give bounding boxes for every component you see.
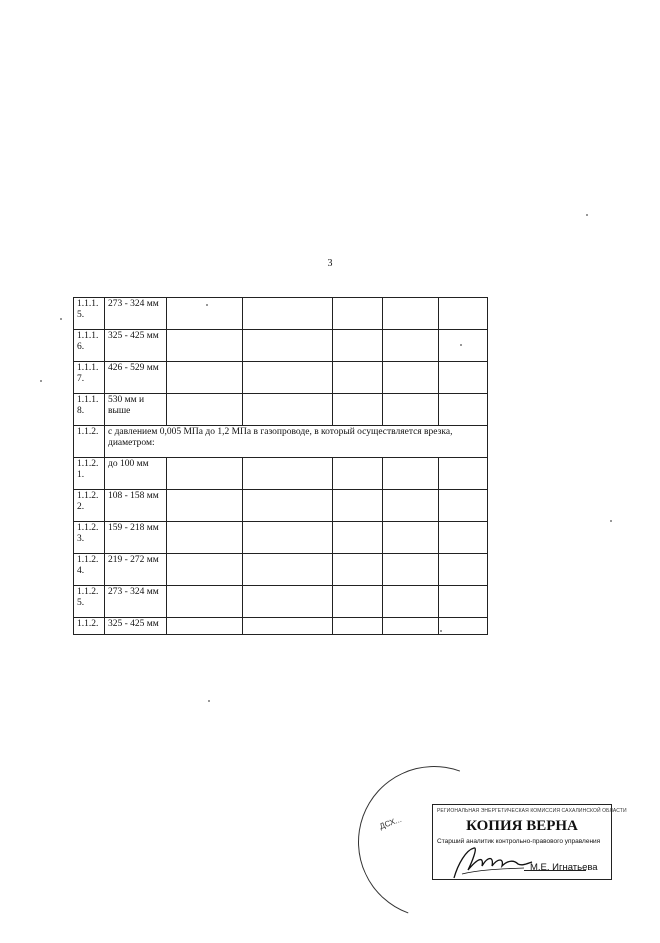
empty-value-cell (243, 554, 333, 586)
empty-value-cell (383, 490, 439, 522)
empty-value-cell (167, 618, 243, 635)
empty-value-cell (383, 586, 439, 618)
empty-value-cell (243, 522, 333, 554)
empty-value-cell (243, 330, 333, 362)
stamp-position: Старший аналитик контрольно-правового управления (437, 838, 601, 845)
empty-value-cell (439, 522, 488, 554)
empty-value-cell (333, 298, 383, 330)
stamp-organization: РЕГИОНАЛЬНАЯ ЭНЕРГЕТИЧЕСКАЯ КОМИССИЯ САХАЛИНСКОЙ ОБЛАСТИ (437, 808, 627, 814)
diameter-label: 426 - 529 мм (105, 362, 167, 394)
row-number: 1.1.2. (74, 426, 105, 458)
table-row (74, 426, 488, 458)
empty-value-cell (167, 458, 243, 490)
row-number: 1.1.2. 5. (74, 586, 105, 618)
table-body (74, 298, 488, 635)
empty-value-cell (333, 330, 383, 362)
section-heading-cell: с давлением 0,005 МПа до 1,2 МПа в газопроводе, в который осуществляется врезка, диаметром: (105, 426, 488, 458)
empty-value-cell (383, 554, 439, 586)
diameter-label: 159 - 218 мм (105, 522, 167, 554)
empty-value-cell (333, 458, 383, 490)
diameter-label: 108 - 158 мм (105, 490, 167, 522)
table-row (74, 394, 488, 426)
signer-name: М.Е. Игнатьева (530, 862, 598, 873)
empty-value-cell (439, 554, 488, 586)
table-row (74, 490, 488, 522)
empty-value-cell (439, 618, 488, 635)
empty-value-cell (243, 490, 333, 522)
empty-value-cell (439, 330, 488, 362)
empty-value-cell (243, 586, 333, 618)
empty-value-cell (243, 618, 333, 635)
table-row (74, 330, 488, 362)
empty-value-cell (439, 298, 488, 330)
seal-fragment-text: ДСХ... (378, 814, 403, 831)
empty-value-cell (439, 458, 488, 490)
table-row (74, 458, 488, 490)
table-row (74, 522, 488, 554)
diameter-label: 273 - 324 мм (105, 586, 167, 618)
empty-value-cell (383, 394, 439, 426)
table-row (74, 554, 488, 586)
diameter-label: 219 - 272 мм (105, 554, 167, 586)
empty-value-cell (383, 362, 439, 394)
handwritten-signature (448, 844, 538, 880)
empty-value-cell (383, 522, 439, 554)
empty-value-cell (333, 618, 383, 635)
table-row (74, 618, 488, 635)
diameter-label: 325 - 425 мм (105, 330, 167, 362)
row-number: 1.1.1. 5. (74, 298, 105, 330)
empty-value-cell (167, 522, 243, 554)
empty-value-cell (243, 362, 333, 394)
empty-value-cell (439, 362, 488, 394)
row-number: 1.1.2. 3. (74, 522, 105, 554)
empty-value-cell (333, 490, 383, 522)
table-row (74, 586, 488, 618)
page-number: 3 (327, 258, 333, 269)
tariff-table (73, 297, 488, 635)
row-number: 1.1.2. (74, 618, 105, 635)
row-number: 1.1.1. 6. (74, 330, 105, 362)
table-row (74, 362, 488, 394)
empty-value-cell (383, 298, 439, 330)
empty-value-cell (383, 618, 439, 635)
diameter-label: 325 - 425 мм (105, 618, 167, 635)
row-number: 1.1.1. 7. (74, 362, 105, 394)
empty-value-cell (383, 330, 439, 362)
empty-value-cell (439, 586, 488, 618)
row-number: 1.1.2. 2. (74, 490, 105, 522)
row-number: 1.1.2. 4. (74, 554, 105, 586)
empty-value-cell (167, 362, 243, 394)
empty-value-cell (167, 298, 243, 330)
diameter-label: 273 - 324 мм (105, 298, 167, 330)
empty-value-cell (333, 522, 383, 554)
diameter-label: 530 мм и выше (105, 394, 167, 426)
empty-value-cell (439, 490, 488, 522)
table-row (74, 298, 488, 330)
stamp-heading: КОПИЯ ВЕРНА (466, 818, 578, 834)
row-number: 1.1.2. 1. (74, 458, 105, 490)
empty-value-cell (333, 554, 383, 586)
row-number: 1.1.1. 8. (74, 394, 105, 426)
empty-value-cell (167, 490, 243, 522)
empty-value-cell (333, 586, 383, 618)
empty-value-cell (333, 394, 383, 426)
empty-value-cell (243, 458, 333, 490)
empty-value-cell (167, 554, 243, 586)
empty-value-cell (243, 298, 333, 330)
empty-value-cell (383, 458, 439, 490)
empty-value-cell (333, 362, 383, 394)
empty-value-cell (439, 394, 488, 426)
empty-value-cell (167, 394, 243, 426)
diameter-label: до 100 мм (105, 458, 167, 490)
empty-value-cell (167, 330, 243, 362)
empty-value-cell (243, 394, 333, 426)
empty-value-cell (167, 586, 243, 618)
